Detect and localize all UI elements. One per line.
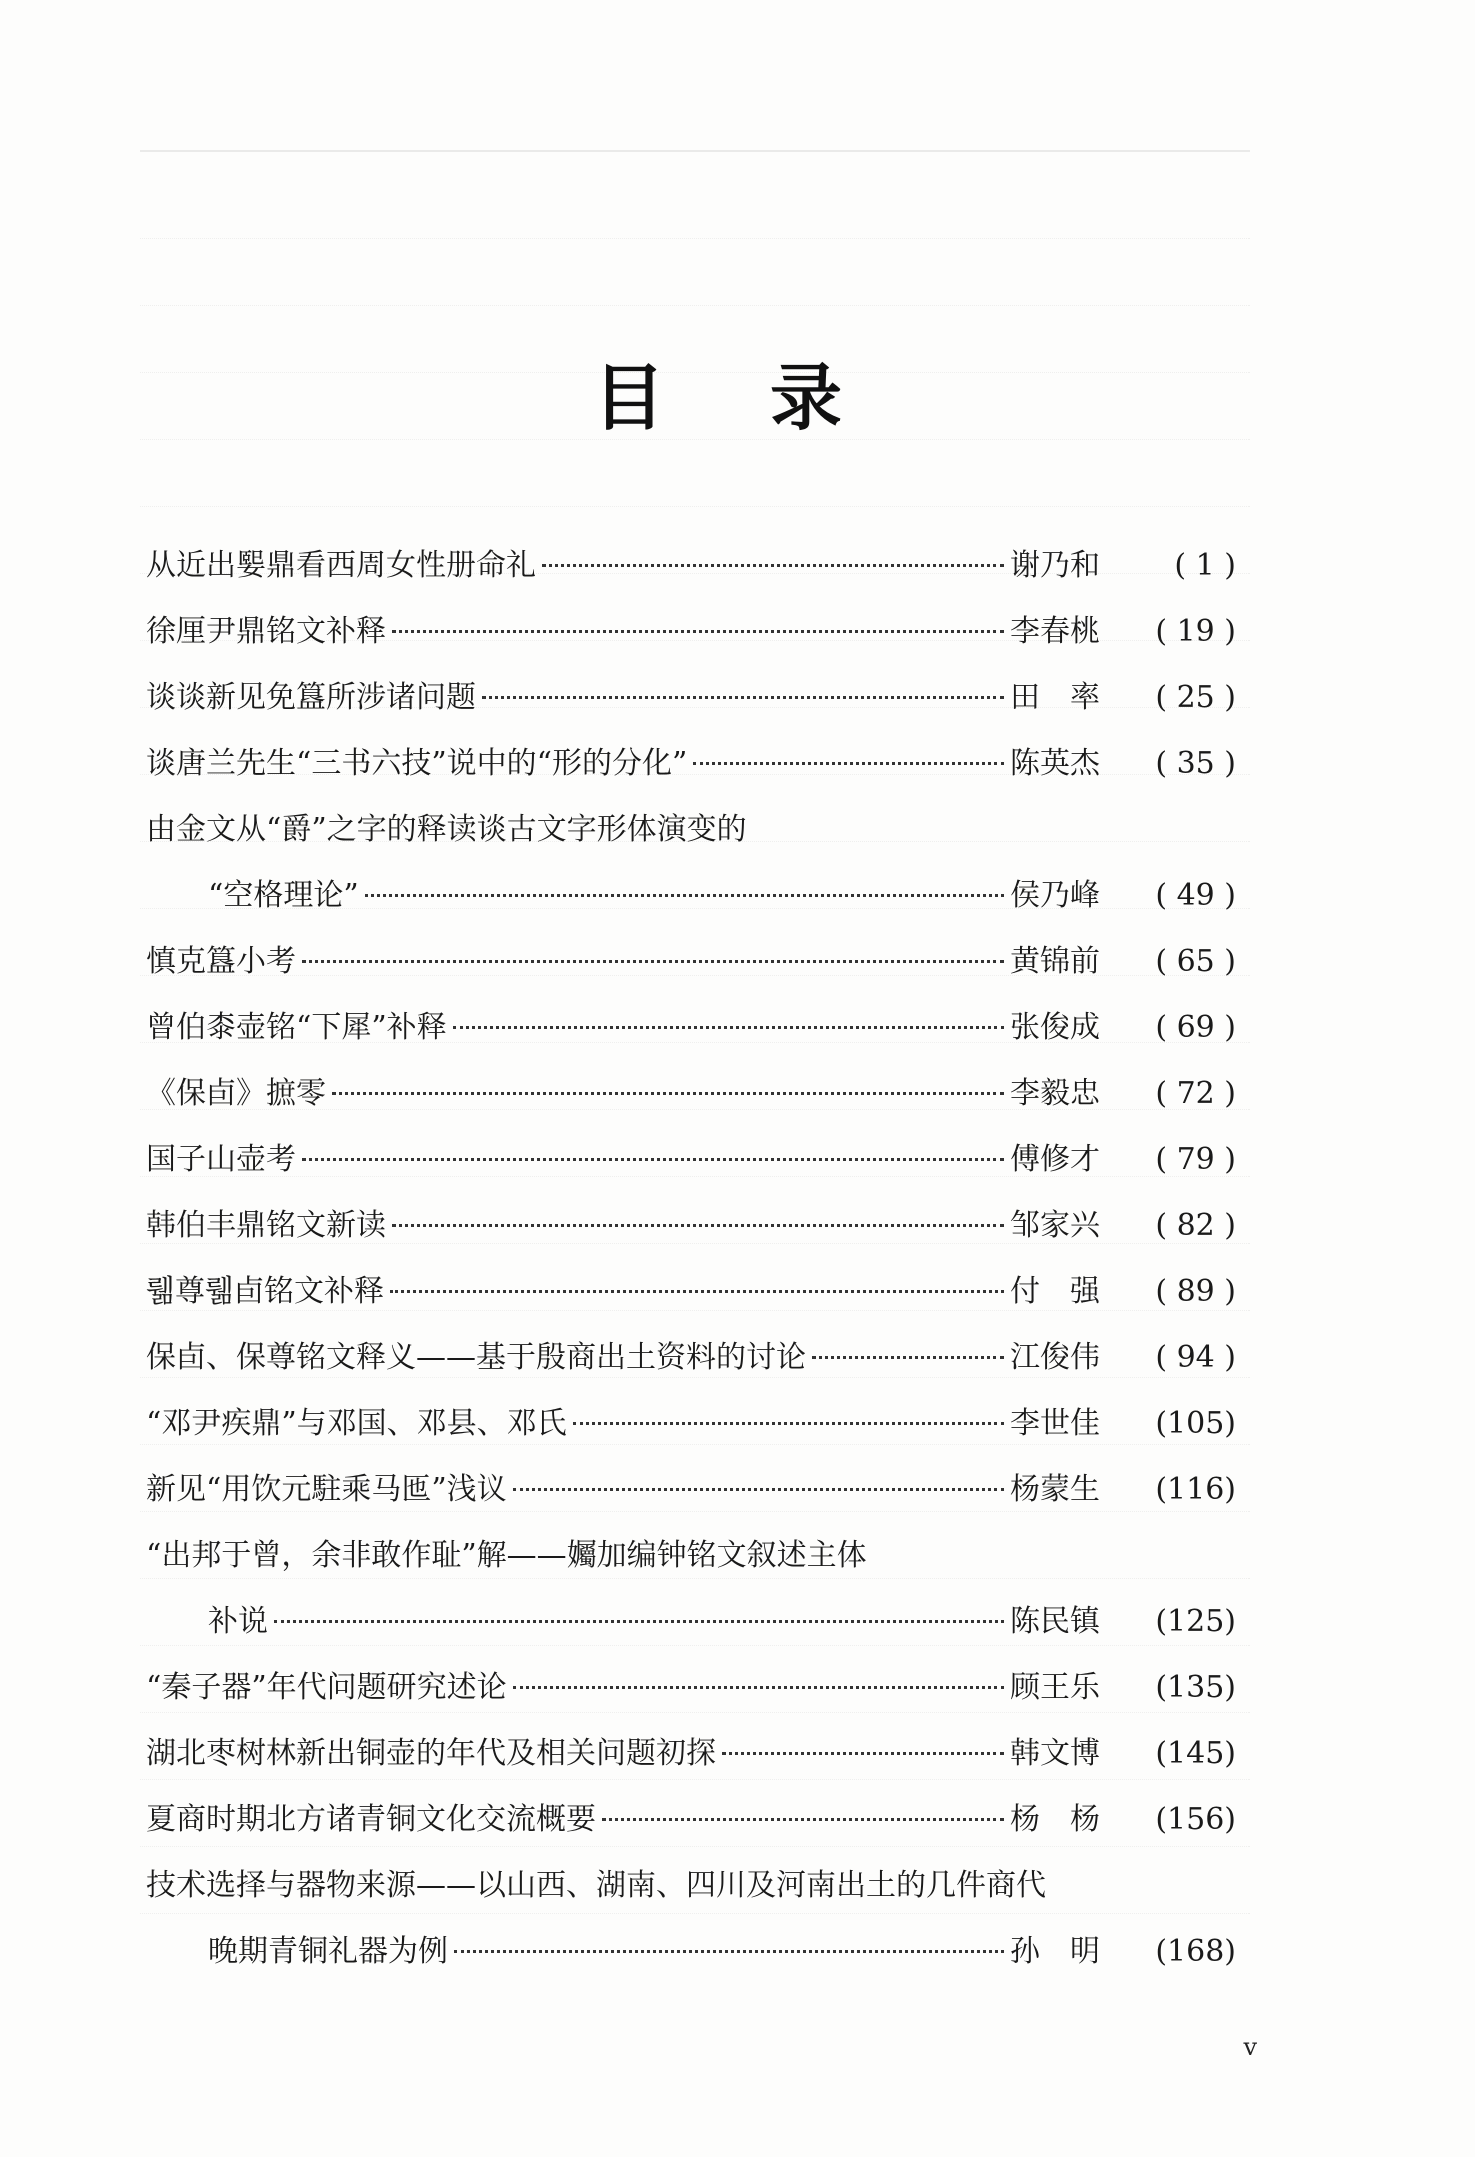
toc-entry-line	[146, 1860, 1236, 1926]
toc-entry[interactable]	[146, 1002, 1236, 1068]
toc-entry-page: (135)	[1155, 1670, 1236, 1705]
toc-entry-author: 侯乃峰	[1010, 878, 1100, 913]
toc-entry-title: 徐厘尹鼎铭文补释	[146, 614, 386, 649]
toc-entry-page: (168)	[1155, 1934, 1236, 1969]
toc-entry-title: 谈谈新见免簋所涉诸问题	[146, 680, 476, 715]
toc-entry-author: 谢乃和	[1010, 548, 1100, 583]
toc-entry-author: 付 强	[1010, 1274, 1100, 1309]
toc-entry-line	[146, 1530, 1236, 1596]
toc-entry-line	[146, 1464, 1236, 1530]
toc-entry-author: 李毅忠	[1010, 1076, 1100, 1111]
toc-entry-author: 田 率	[1010, 680, 1100, 715]
toc-entry[interactable]	[146, 738, 1236, 804]
toc-entry[interactable]	[146, 1134, 1236, 1200]
dot-leader	[482, 696, 1004, 699]
dot-leader	[454, 1950, 1004, 1953]
toc-entry-author: 陈民镇	[1010, 1604, 1100, 1639]
toc-entry-line	[146, 540, 1236, 606]
toc-entry-page: ( 82 )	[1155, 1208, 1236, 1243]
toc-entry-page: ( 25 )	[1155, 680, 1236, 715]
toc-entry-line	[146, 1332, 1236, 1398]
toc-entry-author: 杨 杨	[1010, 1802, 1100, 1837]
toc-entry-page: ( 49 )	[1155, 878, 1236, 913]
toc-entry-author: 李春桃	[1010, 614, 1100, 649]
toc-entry-author: 江俊伟	[1010, 1340, 1100, 1375]
dot-leader	[693, 762, 1004, 765]
dot-leader	[722, 1752, 1004, 1755]
toc-entry-page: ( 1 )	[1174, 548, 1236, 583]
toc-entry-title: “邓尹疾鼎”与邓国、邓县、邓氏	[146, 1406, 567, 1441]
dot-leader	[302, 1158, 1004, 1161]
toc-entry-title: 曾伯桼壶铭“下犀”补释	[146, 1010, 447, 1045]
toc-entry-page: ( 72 )	[1155, 1076, 1236, 1111]
toc-entry-title: 뤪尊뤪卣铭文补释	[146, 1274, 384, 1309]
bleed-through-rule	[140, 150, 1250, 152]
toc-entry-title: 韩伯丰鼎铭文新读	[146, 1208, 386, 1243]
dot-leader	[332, 1092, 1004, 1095]
toc-entry-page: ( 94 )	[1155, 1340, 1236, 1375]
dot-leader	[453, 1026, 1004, 1029]
toc-entry-page: ( 65 )	[1155, 944, 1236, 979]
dot-leader	[392, 630, 1004, 633]
toc-entry-title: 从近出媐鼎看西周女性册命礼	[146, 548, 536, 583]
toc-entry-author: 邹家兴	[1010, 1208, 1100, 1243]
toc-entry-page: (125)	[1155, 1604, 1236, 1639]
toc-entry[interactable]	[146, 1860, 1236, 1992]
toc-entry-line	[146, 1728, 1236, 1794]
toc-entry[interactable]	[146, 672, 1236, 738]
dot-leader	[390, 1290, 1004, 1293]
dot-leader	[513, 1686, 1004, 1689]
toc-entry-title: 新见“用饮元駐乘马匜”浅议	[146, 1472, 507, 1507]
toc-entry-author: 张俊成	[1010, 1010, 1100, 1045]
toc-entry-page: ( 79 )	[1155, 1142, 1236, 1177]
toc-entry[interactable]	[146, 1266, 1236, 1332]
toc-entry-title: 晚期青铜礼器为例	[208, 1934, 448, 1969]
toc-entry-line	[146, 1794, 1236, 1860]
toc-entry-line	[146, 672, 1236, 738]
toc-entry-author: 韩文博	[1010, 1736, 1100, 1771]
toc-entry-line	[146, 804, 1236, 870]
dot-leader	[542, 564, 1004, 567]
toc-entry[interactable]	[146, 1332, 1236, 1398]
toc-entry-continuation-line	[146, 1926, 1236, 1992]
toc-entry[interactable]	[146, 1794, 1236, 1860]
toc-entry-title: “出邦于曾，余非敢作耻”解——孎加编钟铭文叙述主体	[146, 1538, 867, 1573]
dot-leader	[573, 1422, 1004, 1425]
toc-entry-line	[146, 1200, 1236, 1266]
toc-entry-page: ( 69 )	[1155, 1010, 1236, 1045]
toc-entry-page: ( 89 )	[1155, 1274, 1236, 1309]
toc-entry-line	[146, 738, 1236, 804]
dot-leader	[274, 1620, 1004, 1623]
bleed-through-line	[140, 440, 1250, 507]
toc-entry-line	[146, 606, 1236, 672]
toc-entry-title: “秦子器”年代问题研究述论	[146, 1670, 507, 1705]
toc-entry-author: 陈英杰	[1010, 746, 1100, 781]
toc-entry[interactable]	[146, 1068, 1236, 1134]
dot-leader	[513, 1488, 1004, 1491]
toc-entry-title: 夏商时期北方诸青铜文化交流概要	[146, 1802, 596, 1837]
toc-entry-continuation-line	[146, 1596, 1236, 1662]
toc-entry-title: 谈唐兰先生“三书六技”说中的“形的分化”	[146, 746, 688, 781]
page-number: v	[1243, 2033, 1257, 2061]
toc-entry-line	[146, 1662, 1236, 1728]
bleed-through-line	[140, 172, 1250, 239]
toc-entry-author: 孙 明	[1010, 1934, 1100, 1969]
toc-entry-title: 由金文从“爵”之字的释读谈古文字形体演变的	[146, 812, 747, 847]
toc-entry[interactable]	[146, 540, 1236, 606]
toc-entry-title: 技术选择与器物来源——以山西、湖南、四川及河南出土的几件商代	[146, 1868, 1046, 1903]
toc-entry[interactable]	[146, 1398, 1236, 1464]
toc-entry-line	[146, 936, 1236, 1002]
toc-entry-page: (116)	[1155, 1472, 1236, 1507]
toc-entry-author: 黄锦前	[1010, 944, 1100, 979]
toc-entry[interactable]	[146, 1530, 1236, 1662]
toc-entry-author: 杨蒙生	[1010, 1472, 1100, 1507]
toc-entry-title: 保卣、保尊铭文释义——基于殷商出土资料的讨论	[146, 1340, 806, 1375]
toc-entry-page: (145)	[1155, 1736, 1236, 1771]
toc-entry-line	[146, 1002, 1236, 1068]
toc-entry[interactable]	[146, 1728, 1236, 1794]
toc-entry[interactable]	[146, 804, 1236, 936]
toc-entry-continuation-line	[146, 870, 1236, 936]
toc-entry-page: ( 19 )	[1155, 614, 1236, 649]
dot-leader	[365, 894, 1004, 897]
page-title: 目 录	[592, 356, 883, 440]
table-of-contents	[146, 540, 1236, 1992]
toc-entry-author: 李世佳	[1010, 1406, 1100, 1441]
toc-entry-page: (156)	[1155, 1802, 1236, 1837]
dot-leader	[812, 1356, 1004, 1359]
toc-entry[interactable]	[146, 1662, 1236, 1728]
toc-entry-title: 慎克簋小考	[146, 944, 296, 979]
toc-entry-title: 湖北枣树林新出铜壶的年代及相关问题初探	[146, 1736, 716, 1771]
toc-entry[interactable]	[146, 936, 1236, 1002]
toc-entry[interactable]	[146, 1464, 1236, 1530]
toc-entry-title: 《保卣》摭零	[146, 1076, 326, 1111]
dot-leader	[602, 1818, 1004, 1821]
dot-leader	[392, 1224, 1004, 1227]
toc-entry[interactable]	[146, 606, 1236, 672]
toc-entry-author: 傅修才	[1010, 1142, 1100, 1177]
toc-entry-line	[146, 1068, 1236, 1134]
toc-entry-line	[146, 1266, 1236, 1332]
toc-entry-author: 顾王乐	[1010, 1670, 1100, 1705]
toc-entry-line	[146, 1398, 1236, 1464]
toc-entry[interactable]	[146, 1200, 1236, 1266]
toc-entry-title: 补说	[208, 1604, 268, 1639]
toc-entry-page: ( 35 )	[1155, 746, 1236, 781]
toc-entry-title: 国子山壶考	[146, 1142, 296, 1177]
dot-leader	[302, 960, 1004, 963]
bleed-through-line	[140, 239, 1250, 306]
toc-entry-page: (105)	[1155, 1406, 1236, 1441]
toc-entry-title: “空格理论”	[208, 878, 359, 913]
toc-entry-line	[146, 1134, 1236, 1200]
